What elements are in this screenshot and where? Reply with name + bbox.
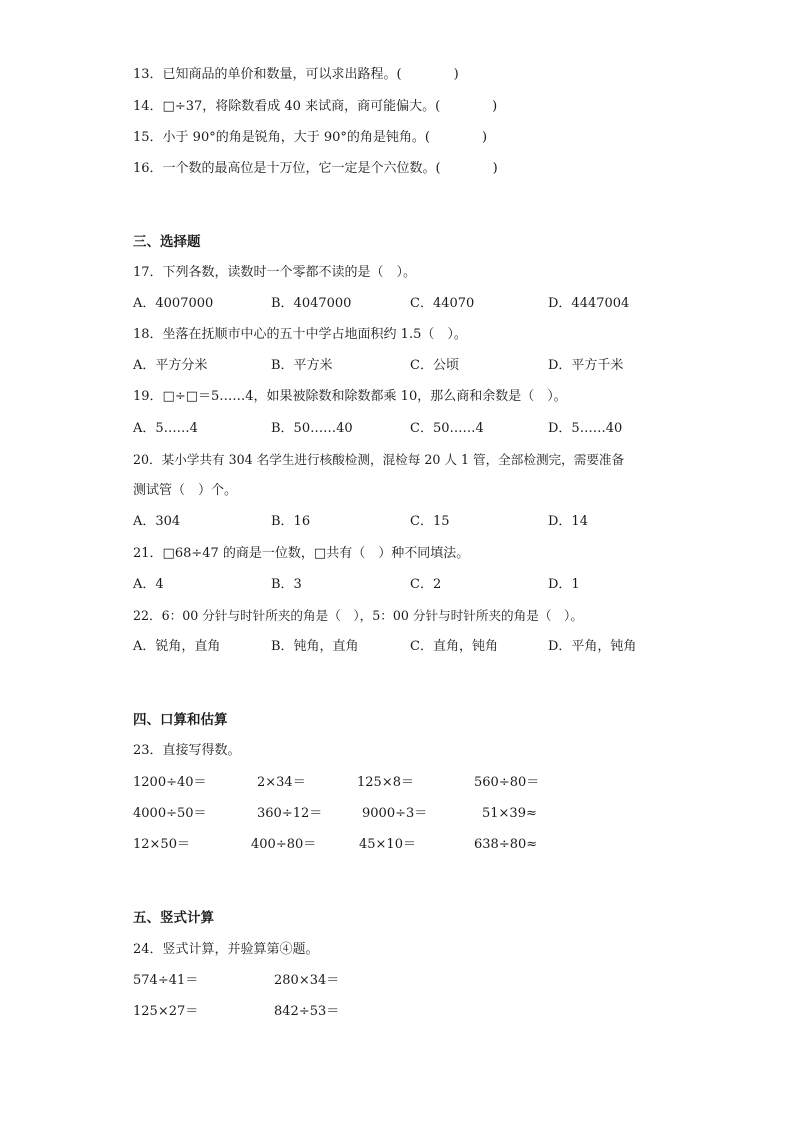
calc-item: 360÷12＝ (257, 806, 323, 821)
section-title-mental-math: 四、口算和估算 (133, 712, 228, 728)
question-14: 14．□÷37，将除数看成 40 来试商，商可能偏大。( ) (133, 99, 498, 114)
calc-item: 12×50＝ (133, 837, 190, 852)
q20-option-c: C．15 (410, 514, 450, 529)
section-title-choice: 三、选择题 (133, 234, 201, 250)
calc-item: 400÷80＝ (251, 837, 317, 852)
question-24: 24．竖式计算，并验算第④题。 (133, 942, 319, 957)
calc-item: 4000÷50＝ (133, 806, 207, 821)
q18-option-a: A．平方分米 (133, 358, 208, 373)
calc-item: 560÷80＝ (474, 775, 540, 790)
calc-item: 51×39≈ (482, 806, 537, 821)
question-17: 17．下列各数，读数时一个零都不读的是（ ）。 (133, 265, 417, 280)
vertical-calc-item: 574÷41＝ (133, 973, 199, 988)
q17-option-b: B．4047000 (271, 296, 352, 311)
question-21: 21．□68÷47 的商是一位数，□共有（ ）种不同填法。 (133, 546, 470, 561)
q18-option-c: C．公顷 (410, 358, 459, 373)
calc-item: 125×8＝ (357, 775, 414, 790)
question-13: 13．已知商品的单价和数量，可以求出路程。( ) (133, 67, 459, 82)
q20-option-d: D．14 (548, 514, 588, 529)
q21-option-a: A．4 (133, 577, 164, 592)
question-23: 23．直接写得数。 (133, 743, 241, 758)
vertical-calc-item: 125×27＝ (133, 1004, 199, 1019)
q19-option-c: C．50……4 (410, 421, 484, 436)
question-16: 16．一个数的最高位是十万位，它一定是个六位数。( ) (133, 161, 498, 176)
vertical-calc-item: 280×34＝ (274, 973, 340, 988)
calc-item: 1200÷40＝ (133, 775, 207, 790)
q21-option-c: C．2 (410, 577, 442, 592)
q17-option-d: D．4447004 (548, 296, 630, 311)
calc-item: 9000÷3＝ (362, 806, 428, 821)
calc-item: 638÷80≈ (474, 837, 538, 852)
q17-option-a: A．4007000 (133, 296, 214, 311)
q22-option-a: A．锐角，直角 (133, 639, 221, 654)
q19-option-d: D．5……40 (548, 421, 623, 436)
q18-option-d: D．平方千米 (548, 358, 624, 373)
question-15: 15．小于 90°的角是锐角，大于 90°的角是钝角。( ) (133, 130, 488, 145)
question-22: 22．6：00 分针与时针所夹的角是（ ），5：00 分针与时针所夹的角是（ ）。 (133, 608, 583, 623)
q18-option-b: B．平方米 (271, 358, 333, 373)
vertical-calc-item: 842÷53＝ (274, 1004, 340, 1019)
q21-option-b: B．3 (271, 577, 302, 592)
q19-option-a: A．5……4 (133, 421, 198, 436)
question-20-line1: 20．某小学共有 304 名学生进行核酸检测，混检每 20 人 1 管，全部检测完，需要准备 (133, 452, 625, 467)
calc-item: 2×34＝ (257, 775, 306, 790)
calc-item: 45×10＝ (359, 837, 416, 852)
question-18: 18．坐落在抚顺市中心的五十中学占地面积约 1.5（ ）。 (133, 327, 467, 342)
q22-option-b: B．钝角，直角 (271, 639, 359, 654)
question-20-line2: 测试管（ ）个。 (133, 483, 238, 498)
q22-option-d: D．平角，钝角 (548, 639, 637, 654)
q22-option-c: C．直角，钝角 (410, 639, 498, 654)
q21-option-d: D．1 (548, 577, 580, 592)
q17-option-c: C．44070 (410, 296, 475, 311)
q20-option-a: A．304 (133, 514, 181, 529)
section-title-vertical-calc: 五、竖式计算 (133, 910, 214, 926)
q20-option-b: B．16 (271, 514, 311, 529)
question-19: 19．□÷□＝5……4，如果被除数和除数都乘 10，那么商和余数是（ ）。 (133, 389, 567, 404)
q19-option-b: B．50……40 (271, 421, 353, 436)
